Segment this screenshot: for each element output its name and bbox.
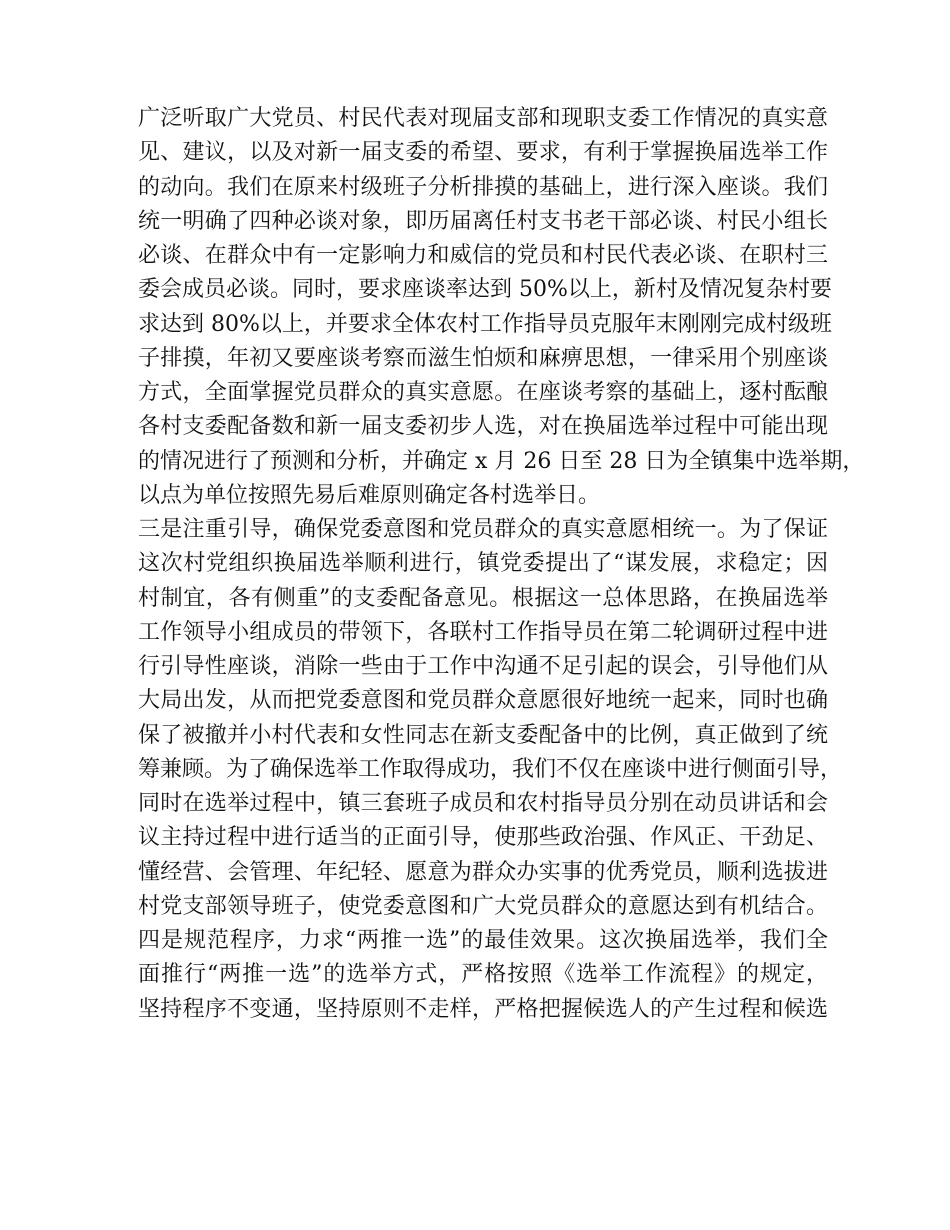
text-line: 以点为单位按照先易后难原则确定各村选举日。	[138, 482, 601, 508]
text-line: 求达到 80%以上，并要求全体农村工作指导员克服年末刚刚完成村级班	[138, 311, 832, 337]
text-line: 统一明确了四种必谈对象，即历届离任村支书老干部必谈、村民小组长	[138, 208, 828, 234]
text-line: 村党支部领导班子，使党委意图和广大党员群众的意愿达到有机结合。	[138, 893, 828, 919]
paragraph-heading-line: 三是注重引导，确保党委意图和党员群众的真实意愿相统一。为了保证	[138, 517, 828, 542]
text-line: 委会成员必谈。同时，要求座谈率达到 50%以上，新村及情况复杂村要	[138, 277, 832, 303]
text-line: 面推行“两推一选”的选举方式，严格按照《选举工作流程》的规定，	[138, 962, 828, 988]
text-line: 行引导性座谈，消除一些由于工作中沟通不足引起的误会，引导他们从	[138, 654, 828, 679]
text-line: 的动向。我们在原来村级班子分析排摸的基础上，进行深入座谈。我们	[138, 174, 828, 200]
text-line: 懂经营、会管理、年纪轻、愿意为群众办实事的优秀党员，顺利选拔进	[138, 859, 828, 885]
text-line: 这次村党组织换届选举顺利进行，镇党委提出了“谋发展，求稳定；因	[138, 551, 828, 577]
text-line: 工作领导小组成员的带领下，各联村工作指导员在第二轮调研过程中进	[138, 619, 828, 645]
document-body	[138, 102, 865, 1027]
text-line: 大局出发，从而把党委意图和党员群众意愿很好地统一起来，同时也确	[138, 688, 828, 714]
text-line: 保了被撤并小村代表和女性同志在新支委配备中的比例，真正做到了统	[138, 722, 828, 748]
text-line: 议主持过程中进行适当的正面引导，使那些政治强、作风正、干劲足、	[138, 825, 828, 851]
text-line: 村制宜，各有侧重”的支委配备意见。根据这一总体思路，在换届选举	[138, 585, 828, 611]
text-line: 筹兼顾。为了确保选举工作取得成功，我们不仅在座谈中进行侧面引导，	[138, 756, 843, 782]
text-line: 广泛听取广大党员、村民代表对现届支部和现职支委工作情况的真实意	[138, 106, 828, 131]
text-line: 子排摸，年初又要座谈考察而滋生怕烦和麻痹思想，一律采用个别座谈	[138, 345, 828, 371]
text-line: 见、建议，以及对新一届支委的希望、要求，有利于掌握换届选举工作	[138, 140, 828, 166]
text-line: 方式，全面掌握党员群众的真实意愿。在座谈考察的基础上，逐村酝酿	[138, 380, 828, 405]
text-line: 的情况进行了预测和分析，并确定 x 月 26 日至 28 日为全镇集中选举期，	[138, 448, 865, 474]
text-line: 坚持程序不变通，坚持原则不走样，严格把握候选人的产生过程和候选	[138, 996, 828, 1022]
text-line: 同时在选举过程中，镇三套班子成员和农村指导员分别在动员讲话和会	[138, 791, 828, 816]
text-line: 各村支委配备数和新一届支委初步人选，对在换届选举过程中可能出现	[138, 414, 828, 440]
text-line: 必谈、在群众中有一定影响力和威信的党员和村民代表必谈、在职村三	[138, 243, 828, 268]
paragraph-heading-line: 四是规范程序，力求“两推一选”的最佳效果。这次换届选举，我们全	[138, 928, 828, 953]
